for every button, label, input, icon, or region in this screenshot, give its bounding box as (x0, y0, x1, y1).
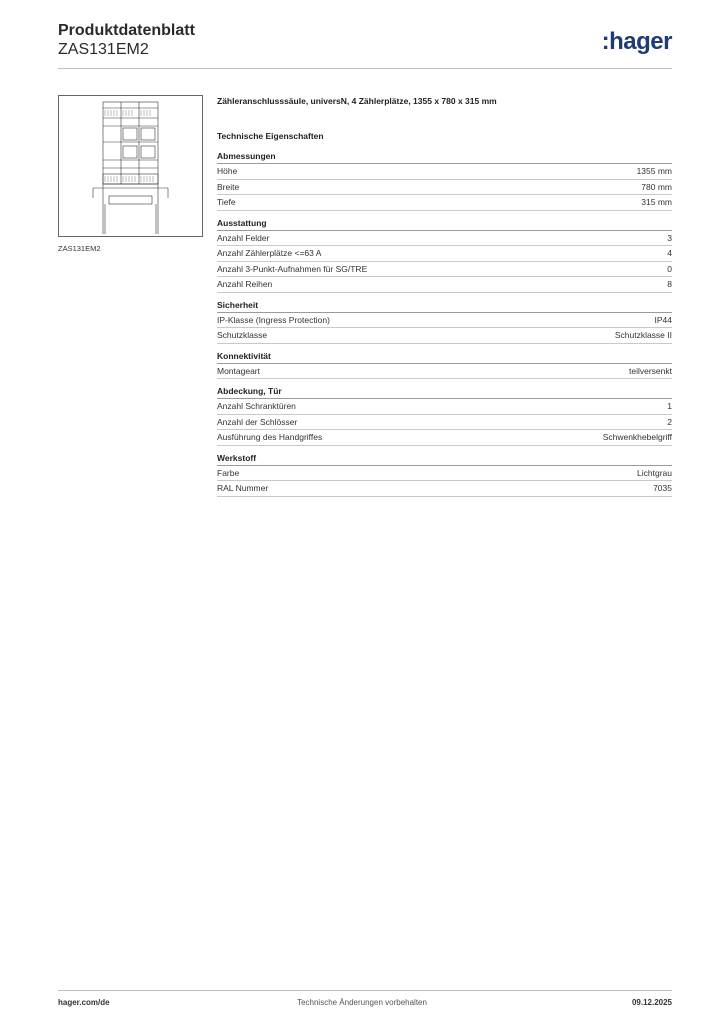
spec-value: IP44 (654, 314, 672, 325)
spec-section (217, 218, 672, 293)
footer-disclaimer: Technische Änderungen vorbehalten (297, 998, 427, 1007)
spec-label: Farbe (217, 467, 240, 478)
spec-section (217, 386, 672, 446)
product-code: ZAS131EM2 (58, 41, 149, 58)
spec-row (217, 399, 672, 415)
spec-label: RAL Nummer (217, 483, 269, 493)
spec-value: 4 (667, 248, 672, 258)
spec-row (217, 180, 672, 196)
section-title: Abmessungen (217, 151, 672, 164)
footer-divider (58, 990, 672, 991)
product-details (217, 96, 672, 504)
spec-label: Schutzklasse (217, 330, 268, 340)
spec-value: 1 (667, 401, 672, 411)
spec-value: Schutzklasse II (614, 330, 672, 340)
spec-value: 1355 mm (636, 166, 672, 176)
spec-value: 8 (667, 279, 672, 289)
spec-row (217, 481, 672, 497)
spec-value: Schwenkhebelgriff (602, 432, 672, 442)
spec-value: 315 mm (641, 197, 672, 207)
spec-label: Anzahl Felder (217, 232, 270, 243)
spec-row (217, 430, 672, 446)
spec-label: Anzahl Reihen (217, 279, 273, 289)
spec-section (217, 453, 672, 497)
spec-row (217, 231, 672, 247)
spec-label: Anzahl der Schlösser (217, 416, 298, 427)
spec-row (217, 328, 672, 344)
product-drawing-icon (59, 96, 202, 236)
tech-heading: Technische Eigenschaften (217, 131, 324, 141)
footer-website: hager.com/de (58, 998, 110, 1007)
spec-row (217, 277, 672, 293)
spec-label: Ausführung des Handgriffes (217, 432, 323, 442)
spec-value: Lichtgrau (637, 467, 672, 478)
spec-value: 3 (667, 232, 672, 243)
spec-value: 7035 (653, 483, 672, 493)
spec-row (217, 313, 672, 329)
spec-row (217, 195, 672, 211)
spec-label: Anzahl Zählerplätze <=63 A (217, 248, 322, 258)
spec-row (217, 364, 672, 380)
product-image (58, 95, 203, 237)
spec-label: Montageart (217, 365, 260, 376)
product-description: Zähleranschlusssäule, universN, 4 Zählerplätze, 1355 x 780 x 315 mm (217, 96, 497, 106)
spec-value: teilversenkt (629, 365, 672, 376)
section-title: Konnektivität (217, 351, 672, 364)
spec-section (217, 351, 672, 380)
spec-value: 2 (667, 416, 672, 427)
spec-row (217, 415, 672, 431)
spec-label: Tiefe (217, 197, 236, 207)
spec-value: 780 mm (641, 181, 672, 192)
header-divider (58, 68, 672, 69)
hager-logo: :hager (601, 28, 672, 55)
spec-label: Höhe (217, 166, 238, 176)
spec-label: Anzahl Schranktüren (217, 401, 296, 411)
spec-label: Breite (217, 181, 240, 192)
page-title: Produktdatenblatt (58, 22, 195, 39)
image-caption: ZAS131EM2 (58, 244, 101, 253)
spec-row (217, 466, 672, 482)
spec-row (217, 164, 672, 180)
spec-row (217, 262, 672, 278)
spec-label: IP-Klasse (Ingress Protection) (217, 314, 330, 325)
section-title: Ausstattung (217, 218, 672, 231)
spec-sections (217, 151, 672, 497)
spec-label: Anzahl 3-Punkt-Aufnahmen für SG/TRE (217, 263, 368, 274)
section-title: Abdeckung, Tür (217, 386, 672, 399)
spec-section (217, 151, 672, 211)
spec-row (217, 246, 672, 262)
spec-section (217, 300, 672, 344)
footer-date: 09.12.2025 (631, 998, 672, 1007)
section-title: Sicherheit (217, 300, 672, 313)
spec-value: 0 (667, 263, 672, 274)
section-title: Werkstoff (217, 453, 672, 466)
